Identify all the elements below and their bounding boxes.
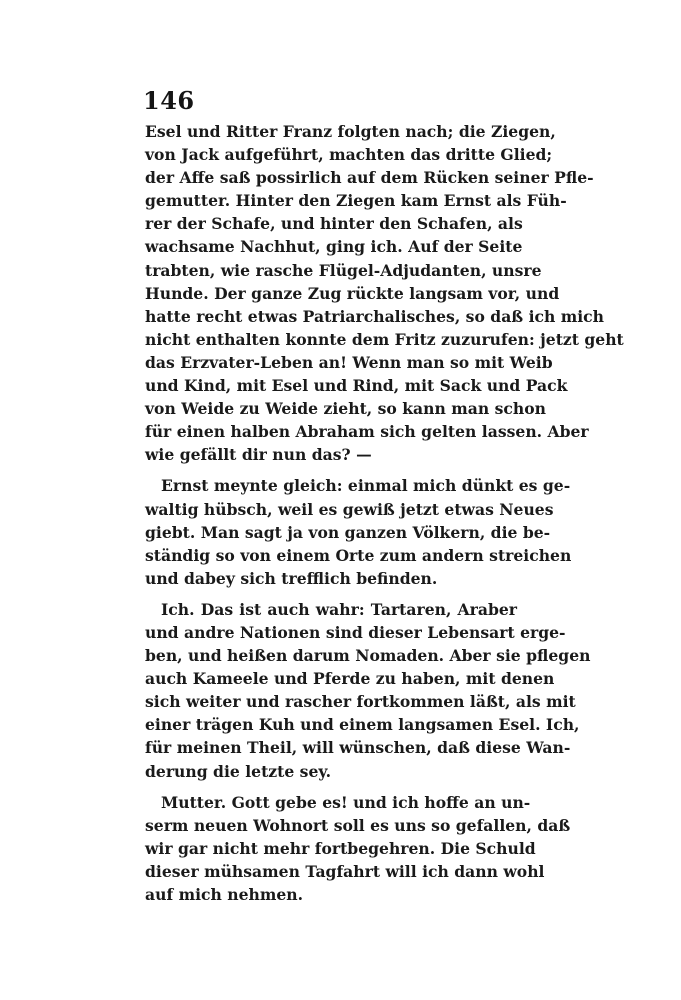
text-line: auch Kameele und Pferde zu haben, mit denen [145,669,555,689]
paragraph-gap [145,783,517,791]
text-line: hatte recht etwas Patriarchalisches, so daß ich mich [145,306,605,326]
text-line: Ich. Das ist auch wahr: Tartaren, Araber [161,599,517,619]
text-line: Ernst meynte gleich: einmal mich dünkt es ge- [161,476,571,496]
text-line: von Jack aufgeführt, machten das dritte Glied; [145,145,553,165]
text-line: und andre Nationen sind dieser Lebensart erge- [145,622,566,642]
text-line: giebt. Man sagt ja von ganzen Völkern, die be- [145,522,551,542]
paragraph-gap [145,590,517,598]
text-line: wir gar nicht mehr fortbegehren. Die Schuld [145,838,536,858]
paragraph [145,791,571,906]
text-line: nicht enthalten konnte dem Fritz zuzurufen: jetzt geht [145,329,624,349]
paragraph [145,474,572,589]
text-line: und Kind, mit Esel und Rind, mit Sack und Pack [145,376,568,396]
body-text [145,120,624,906]
text-line: der Affe saß possirlich auf dem Rücken seiner Pfle- [145,168,594,188]
text-line: gemutter. Hinter den Ziegen kam Ernst als Füh- [145,191,567,211]
text-line: einer trägen Kuh und einem langsamen Esel. Ich, [145,715,580,735]
text-line: auf mich nehmen. [145,885,304,904]
text-line: Hunde. Der ganze Zug rückte langsam vor, und [145,283,560,303]
page-number: 146 [143,86,195,115]
text-line: Esel und Ritter Franz folgten nach; die Ziegen, [145,122,556,141]
text-line: für einen halben Abraham sich gelten lassen. Aber [145,422,589,442]
paragraph-gap [145,466,517,474]
text-line: Mutter. Gott gebe es! und ich hoffe an un- [161,792,531,812]
text-line: ständig so von einem Orte zum andern streichen [145,545,572,565]
text-line: sich weiter und rascher fortkommen läßt, als mit [145,692,576,712]
text-line: waltig hübsch, weil es gewiß jetzt etwas Neues [145,499,554,519]
text-line: trabten, wie rasche Flügel-Adjudanten, unsre [145,260,542,280]
text-line: rer der Schafe, und hinter den Schafen, als [145,214,523,234]
text-line: derung die letzte sey. [145,761,332,781]
text-line: ben, und heißen darum Nomaden. Aber sie pflegen [145,646,591,666]
paragraph [145,598,591,783]
text-line: serm neuen Wohnort soll es uns so gefallen, daß [145,815,571,835]
text-line: das Erzvater-Leben an! Wenn man so mit Weib [145,352,553,372]
paragraph [145,120,624,466]
text-line: für meinen Theil, will wünschen, daß diese Wan- [145,738,571,758]
text-line: von Weide zu Weide zieht, so kann man schon [145,399,546,419]
text-line: dieser mühsamen Tagfahrt will ich dann wohl [145,861,545,881]
text-line: wie gefällt dir nun das? — [145,445,372,465]
text-line: und dabey sich trefflich befinden. [145,568,438,588]
text-line: wachsame Nachhut, ging ich. Auf der Seite [145,237,523,257]
